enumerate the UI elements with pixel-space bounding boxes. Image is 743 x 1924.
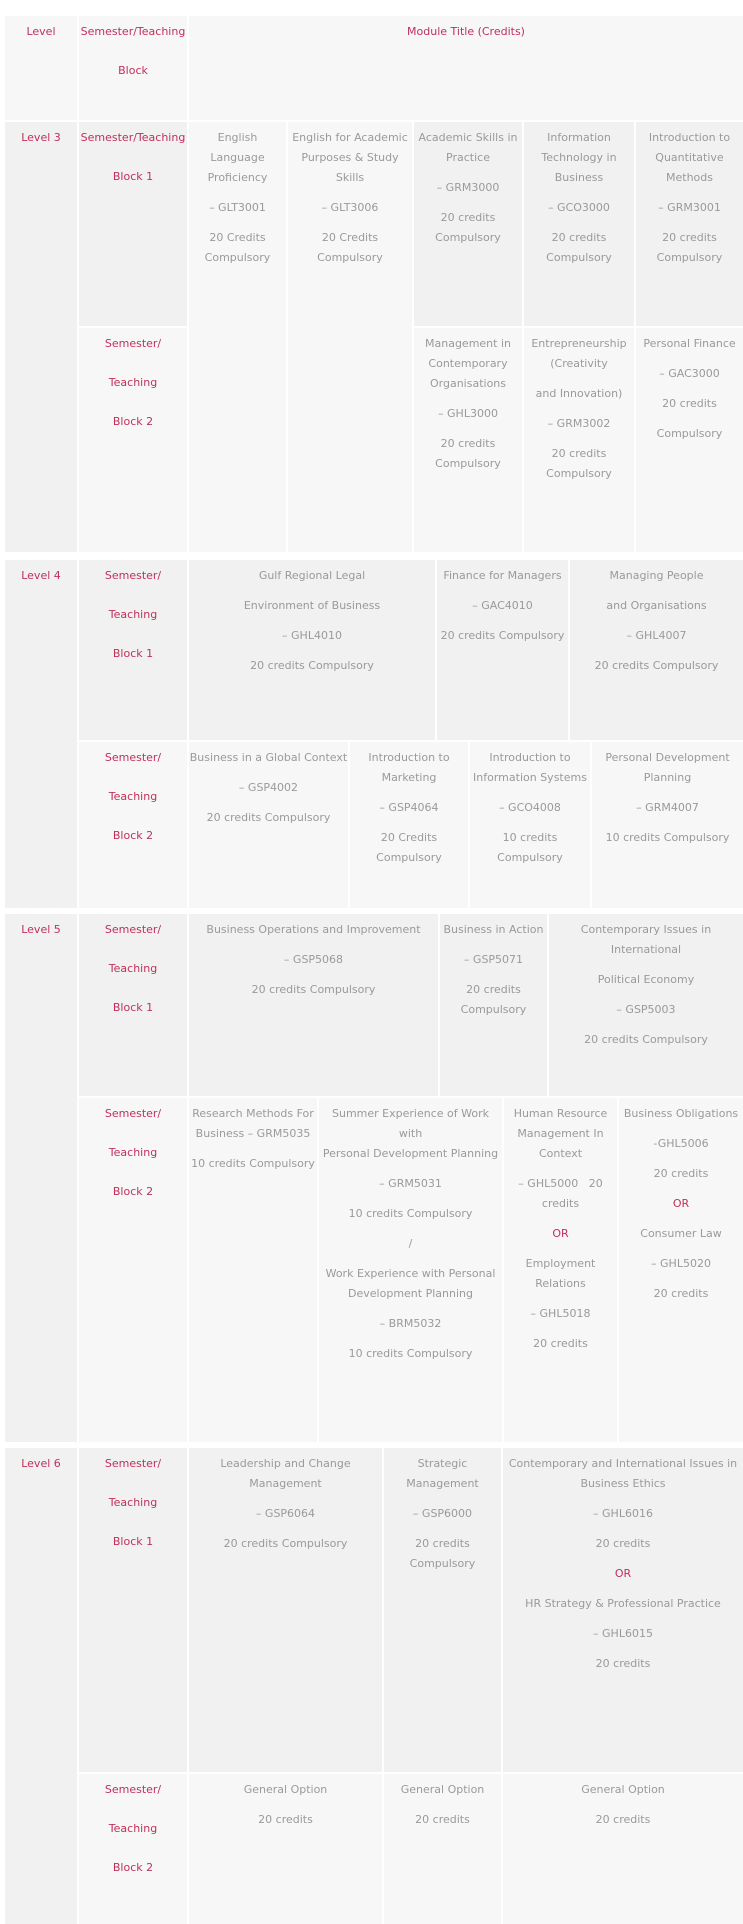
l5-block2-label-cell	[79, 1098, 187, 1442]
module-credits: 20 credits	[653, 1287, 709, 1300]
module-title: Strategic	[417, 1457, 468, 1470]
module-credits: 20 credits Compulsory	[250, 659, 374, 672]
module-title: Management In	[517, 1127, 604, 1140]
module-cell	[524, 328, 634, 552]
module-cell	[350, 742, 468, 908]
l3-block2-label-cell	[79, 328, 187, 552]
level-label: Level 5	[21, 923, 61, 936]
l4-block2-label-cell	[79, 742, 187, 908]
module-credits: 20 credits	[653, 1167, 709, 1180]
module-title: Employment	[525, 1257, 596, 1270]
module-credits: 20 credits	[533, 1337, 588, 1350]
module-title: Personal Development Planning	[322, 1147, 499, 1160]
module-cell	[636, 328, 743, 552]
module-cell	[189, 914, 438, 1096]
module-credits: 20 credits Compulsory	[223, 1537, 348, 1550]
module-cell	[189, 742, 348, 908]
module-credits: 20 credits	[258, 1813, 313, 1826]
option-separator: /	[408, 1237, 413, 1250]
module-status: Compulsory	[656, 427, 723, 440]
module-status: Compulsory	[546, 467, 612, 480]
module-code: – GHL4010	[282, 629, 342, 642]
module-cell	[503, 1448, 743, 1772]
module-status: Compulsory	[460, 1003, 527, 1016]
module-cell	[384, 1448, 501, 1772]
module-cell	[549, 914, 743, 1096]
module-title: Political Economy	[597, 973, 695, 986]
module-credits: 20 credits Compulsory	[251, 983, 376, 996]
module-title: Environment of Business	[243, 599, 381, 612]
module-title: Relations	[535, 1277, 586, 1290]
l6-block2-label-cell	[79, 1774, 187, 1924]
block-label: Block 1	[112, 1535, 154, 1548]
module-cell	[384, 1774, 501, 1924]
semester-label: Semester/	[104, 337, 162, 350]
level-label: Level 6	[21, 1457, 61, 1470]
module-status: Compulsory	[204, 251, 271, 264]
module-status: Compulsory	[656, 251, 723, 264]
module-code: – GRM3001	[658, 201, 721, 214]
module-title: Entrepreneurship	[531, 337, 627, 350]
module-title: and Organisations	[606, 599, 707, 612]
l6-block1-label-cell	[79, 1448, 187, 1772]
module-code: – GRM5031	[379, 1177, 442, 1190]
module-title: Summer Experience of Work with	[332, 1107, 489, 1140]
block-label: Block 2	[112, 415, 154, 428]
level-label: Level 4	[21, 569, 61, 582]
l4-block1-label-cell	[79, 560, 187, 740]
module-credits: 20 credits	[595, 1537, 651, 1550]
module-code: – BRM5032	[379, 1317, 442, 1330]
module-title: Business – GRM5035	[195, 1127, 311, 1140]
module-title: (Creativity	[550, 357, 608, 370]
module-credits: 20 credits	[415, 1813, 470, 1826]
module-title: Managing People	[609, 569, 704, 582]
semester-label: Semester/	[104, 1107, 162, 1120]
l5-block1-label-cell	[79, 914, 187, 1096]
module-code: -GHL5006	[653, 1137, 709, 1150]
teaching-label: Teaching	[108, 962, 158, 975]
module-status: Compulsory	[435, 457, 501, 470]
module-status: Compulsory	[546, 251, 612, 264]
header-semester: Semester/Teaching	[80, 25, 186, 38]
module-credits: 20 credits Compulsory	[440, 629, 565, 642]
module-title: Introduction to	[489, 751, 571, 764]
module-credits: 20 credits Compulsory	[594, 659, 719, 672]
header-semester-cell	[79, 16, 187, 120]
level-6-cell	[5, 1448, 77, 1924]
module-code: – GAC4010	[472, 599, 533, 612]
block-label: Block 1	[112, 1001, 154, 1014]
module-title: Human Resource	[513, 1107, 608, 1120]
module-cell	[570, 560, 743, 740]
module-title: Business in a Global Context	[189, 751, 348, 764]
module-title: Purposes & Study Skills	[301, 151, 399, 184]
module-cell	[437, 560, 568, 740]
module-title: Information Systems	[473, 771, 587, 784]
module-code: – GLT3006	[321, 201, 379, 214]
module-code: – GSP5003	[616, 1003, 676, 1016]
teaching-label: Teaching	[108, 1146, 158, 1159]
module-credits: 10 credits Compulsory	[348, 1207, 473, 1220]
module-credits: 20 credits	[595, 1657, 651, 1670]
module-cell	[319, 1098, 502, 1442]
module-title: Methods	[666, 171, 713, 184]
module-title: Organisations	[429, 377, 506, 390]
module-status: Compulsory	[435, 231, 501, 244]
module-credits: 20 credits	[551, 447, 607, 460]
module-credits: 10 credits Compulsory	[605, 831, 730, 844]
module-title: Management	[406, 1477, 479, 1490]
module-title: Leadership and Change Management	[220, 1457, 351, 1490]
teaching-label: Teaching	[108, 608, 158, 621]
module-cell	[619, 1098, 743, 1442]
module-title: Business Operations and Improvement	[206, 923, 421, 936]
module-title: Personal Finance	[643, 337, 736, 350]
module-code: – GSP6000	[412, 1507, 473, 1520]
module-code: – GSP5071	[463, 953, 524, 966]
header-level: Level	[26, 25, 56, 38]
module-cell	[189, 1098, 317, 1442]
module-code: – GRM4007	[636, 801, 699, 814]
module-cell	[189, 560, 435, 740]
module-code: – GCO3000	[548, 201, 610, 214]
module-code: – GSP6064	[255, 1507, 316, 1520]
module-cell	[636, 122, 743, 326]
level-4-cell	[5, 560, 77, 908]
module-credits: 10 credits Compulsory	[497, 831, 563, 864]
module-code: – GCO4008	[499, 801, 561, 814]
semester-label: Semester/	[104, 569, 162, 582]
module-credits: 20 credits	[662, 231, 717, 244]
module-title: Marketing	[381, 771, 437, 784]
module-title: Research Methods For	[192, 1107, 314, 1120]
semester-label: Semester/	[104, 923, 162, 936]
header-level-cell	[5, 16, 77, 120]
module-title: Technology in	[541, 151, 617, 164]
block-label: Block 1	[112, 647, 154, 660]
module-title: Business in Action	[443, 923, 544, 936]
semester-label: Semester/	[104, 751, 162, 764]
module-title: English Language	[210, 131, 265, 164]
module-cell	[288, 122, 412, 552]
semester-label: Semester/Teaching	[80, 131, 186, 144]
teaching-label: Teaching	[108, 1496, 158, 1509]
module-title: Business Obligations	[623, 1107, 739, 1120]
block-label: Block 2	[112, 1185, 154, 1198]
header-module-title: Module Title (Credits)	[407, 25, 525, 38]
level-label: Level 3	[21, 131, 61, 144]
module-title: Management in	[425, 337, 511, 350]
module-credits: 20 credits	[440, 437, 496, 450]
or-label: OR	[552, 1227, 569, 1240]
semester-label: Semester/	[104, 1783, 162, 1796]
module-cell	[470, 742, 590, 908]
module-cell	[503, 1774, 743, 1924]
module-title: Contemporary Issues in International	[580, 923, 712, 956]
semester-label: Semester/	[104, 1457, 162, 1470]
module-title: Business Ethics	[580, 1477, 666, 1490]
module-code: – GHL6016	[593, 1507, 653, 1520]
module-cell	[414, 328, 522, 552]
module-title: General Option	[581, 1783, 665, 1796]
module-code: – GHL6015	[593, 1627, 653, 1640]
module-title: and Innovation)	[535, 387, 623, 400]
module-title: Information	[547, 131, 611, 144]
module-cell	[414, 122, 522, 326]
module-cell	[189, 122, 286, 552]
module-credits: 10 credits Compulsory	[348, 1347, 473, 1360]
module-credits: 20 credits	[466, 983, 521, 996]
module-credits: credits	[541, 1197, 580, 1210]
module-code: – GRM3002	[547, 417, 611, 430]
module-title: Quantitative	[655, 151, 724, 164]
module-title: Planning	[643, 771, 692, 784]
module-title: Gulf Regional Legal	[258, 569, 366, 582]
module-title: Consumer Law	[640, 1227, 722, 1240]
module-cell	[592, 742, 743, 908]
module-code: – GHL5000 20	[518, 1177, 603, 1190]
module-cell	[504, 1098, 617, 1442]
module-code: – GRM3000	[436, 181, 500, 194]
module-credits: 20 Credits	[209, 231, 266, 244]
module-code: – GHL4007	[626, 629, 687, 642]
level-5-cell	[5, 914, 77, 1442]
module-title: Personal Development	[605, 751, 730, 764]
module-credits: 20 credits Compulsory	[409, 1537, 476, 1570]
module-title: Contemporary	[428, 357, 508, 370]
module-code: – GLT3001	[209, 201, 266, 214]
module-code: – GSP4064	[379, 801, 439, 814]
module-credits: 20 credits	[595, 1813, 651, 1826]
module-credits: 20 Credits Compulsory	[376, 831, 442, 864]
module-credits: 20 credits Compulsory	[206, 811, 331, 824]
module-title: Academic Skills in	[418, 131, 518, 144]
or-label: OR	[672, 1197, 690, 1210]
header-module-cell	[189, 16, 743, 120]
block-label: Block 2	[112, 1861, 154, 1874]
module-title: Work Experience with Personal	[325, 1267, 496, 1280]
block-label: Block 2	[112, 829, 154, 842]
l3-block1-label-cell	[79, 122, 187, 326]
module-cell	[524, 122, 634, 326]
or-label: OR	[614, 1567, 632, 1580]
module-code: – GHL5020	[651, 1257, 711, 1270]
header-block: Block	[118, 64, 148, 77]
module-title: English for Academic	[292, 131, 408, 144]
module-code: – GSP4002	[238, 781, 299, 794]
module-credits: 20 credits	[551, 231, 607, 244]
module-title: Context	[538, 1147, 583, 1160]
module-title: Proficiency	[207, 171, 268, 184]
module-credits: 20 credits	[440, 211, 496, 224]
teaching-label: Teaching	[108, 376, 158, 389]
module-cell	[440, 914, 547, 1096]
module-title: General Option	[243, 1783, 328, 1796]
module-title: Introduction to	[648, 131, 731, 144]
module-credits: 20 credits	[662, 397, 717, 410]
module-credits: 10 credits Compulsory	[191, 1157, 315, 1170]
module-title: Business	[554, 171, 604, 184]
module-title: Practice	[446, 151, 490, 164]
module-code: – GSP5068	[283, 953, 344, 966]
module-cell	[189, 1448, 382, 1772]
module-title: HR Strategy & Professional Practice	[525, 1597, 721, 1610]
module-code: – GAC3000	[659, 367, 720, 380]
module-title: Contemporary and International Issues in	[508, 1457, 738, 1470]
module-title: Development Planning	[348, 1287, 473, 1300]
teaching-label: Teaching	[108, 1822, 158, 1835]
module-credits: 20 credits Compulsory	[584, 1033, 708, 1046]
module-title: General Option	[400, 1783, 485, 1796]
module-credits: 20 Credits Compulsory	[317, 231, 383, 264]
module-title: Finance for Managers	[443, 569, 562, 582]
module-code: – GHL3000	[438, 407, 498, 420]
teaching-label: Teaching	[108, 790, 158, 803]
level-3-cell	[5, 122, 77, 552]
block-label: Block 1	[112, 170, 154, 183]
module-title: Introduction to	[368, 751, 450, 764]
module-cell	[189, 1774, 382, 1924]
module-code: – GHL5018	[530, 1307, 591, 1320]
